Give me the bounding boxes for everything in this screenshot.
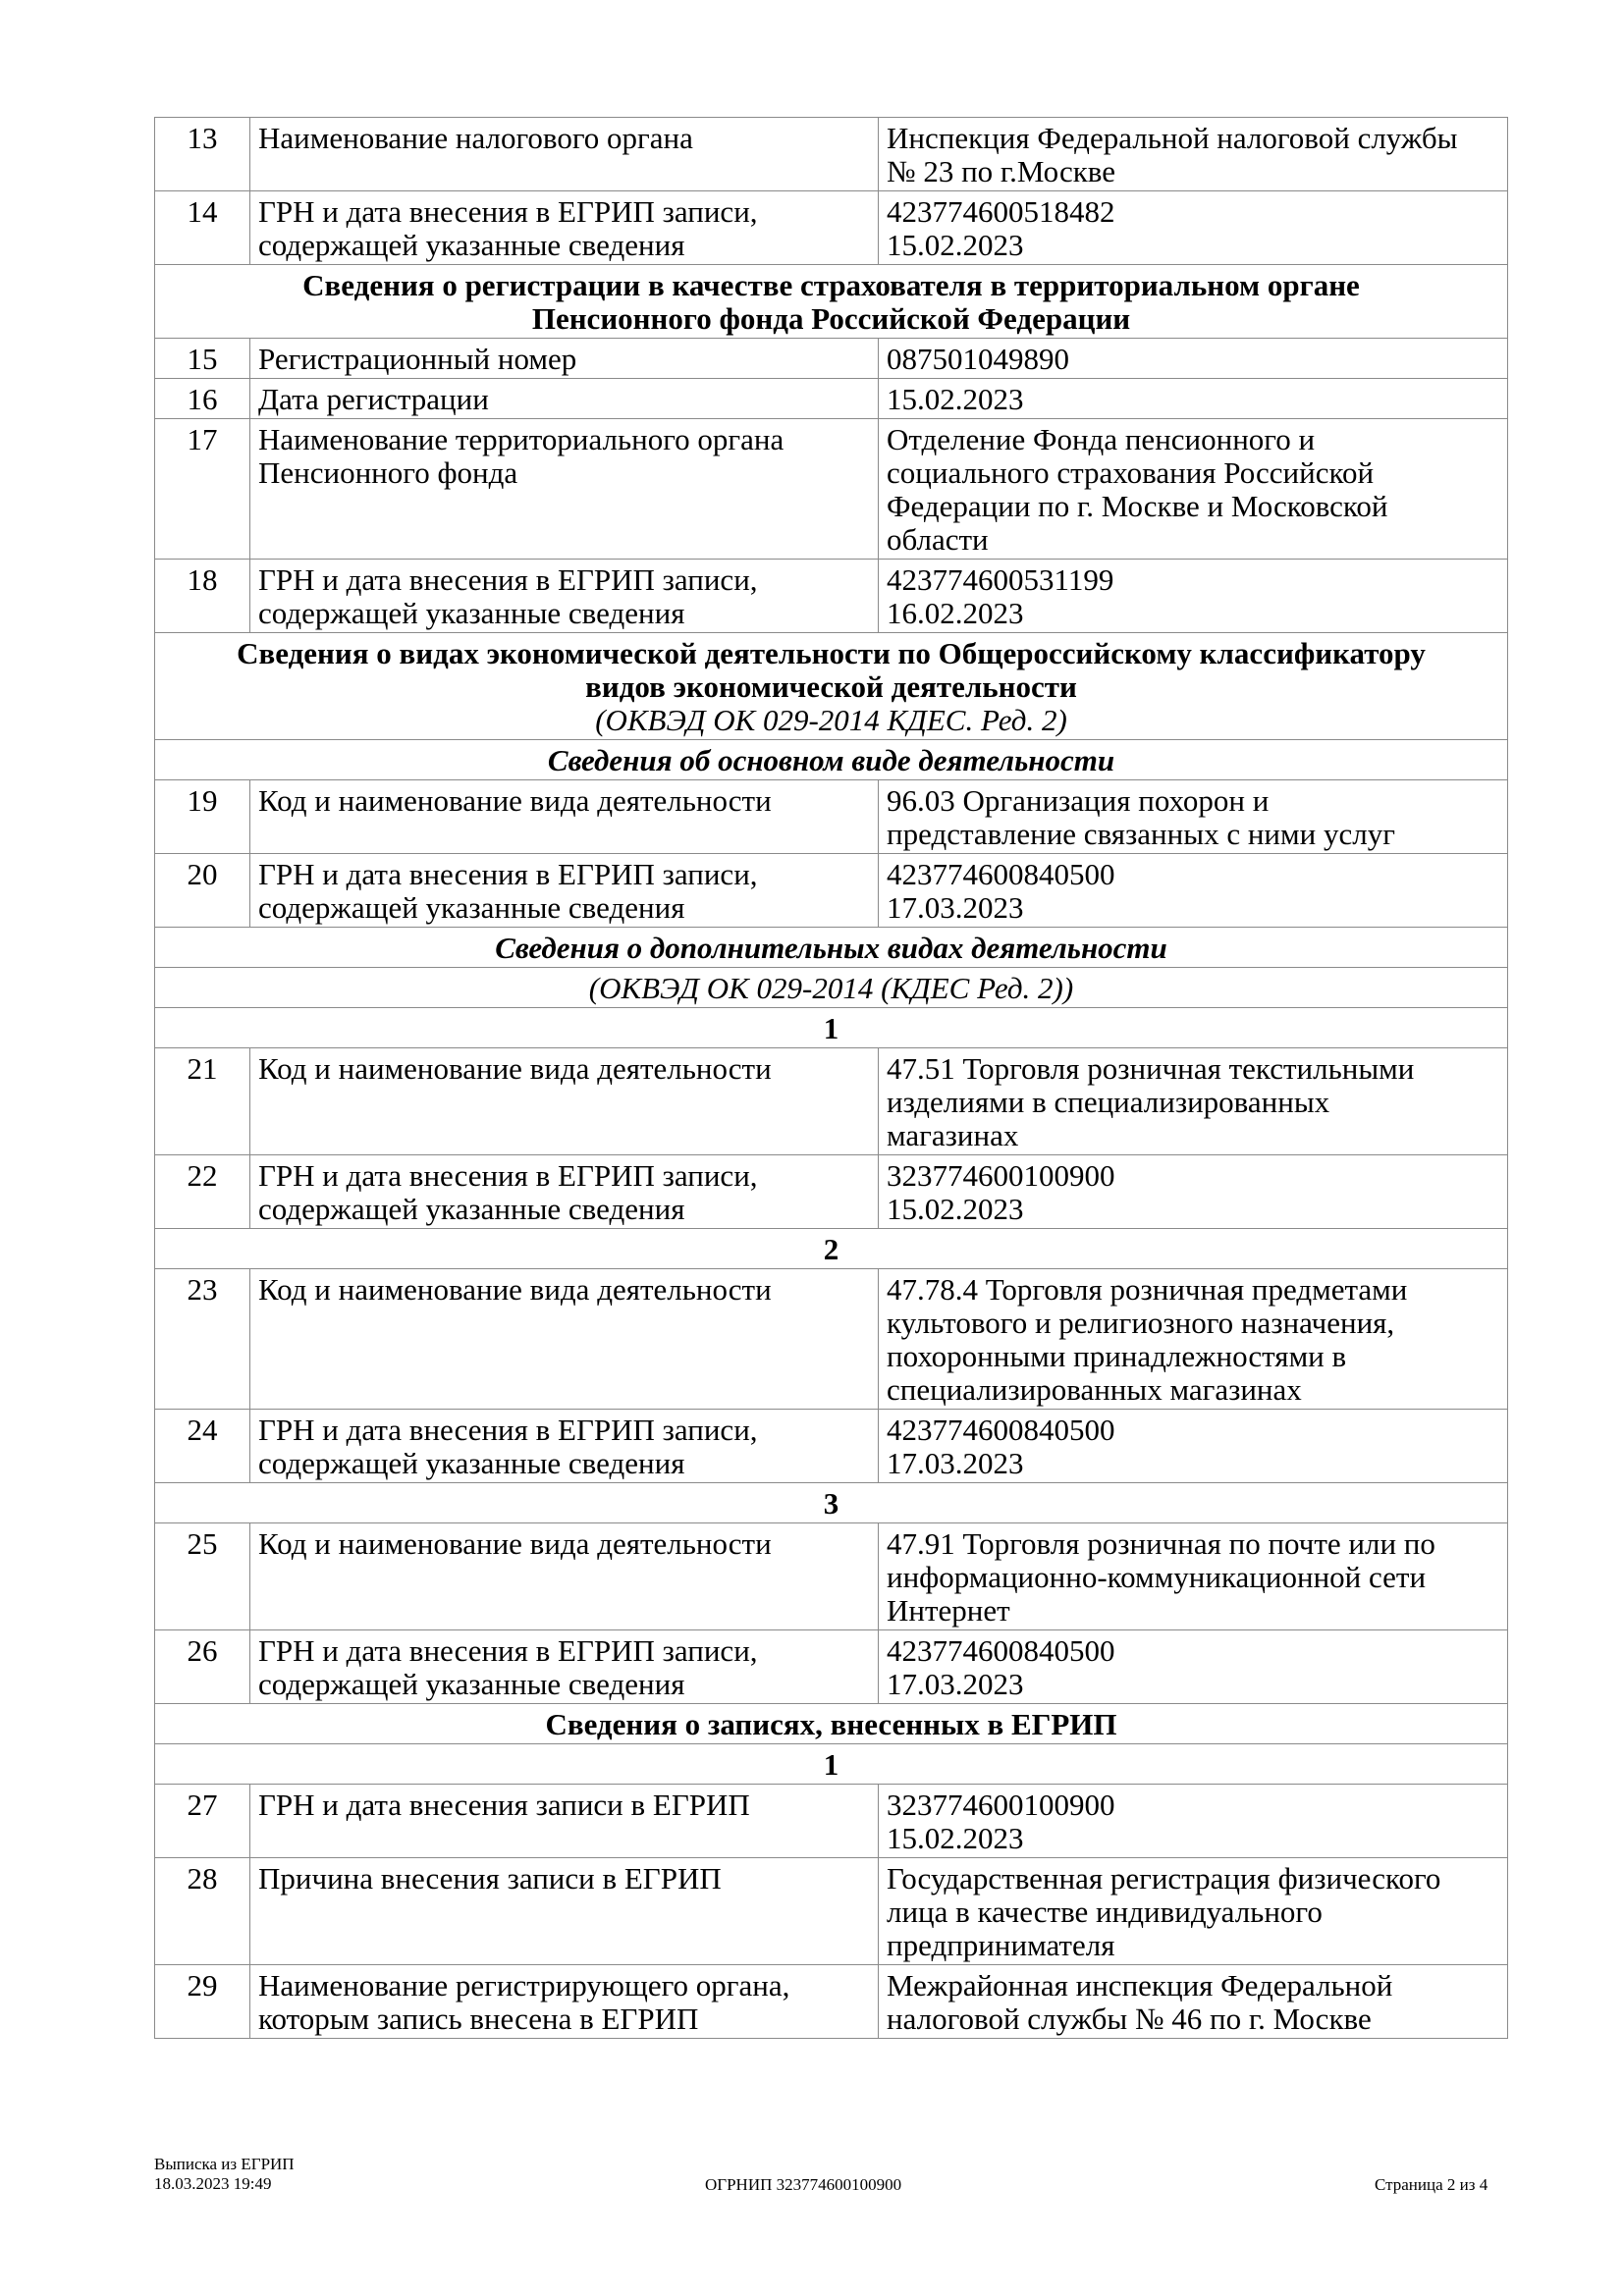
text-line: похоронными принадлежностями в — [887, 1339, 1347, 1373]
field-label — [250, 191, 879, 265]
table-row — [155, 854, 1508, 928]
text-line: 15.02.2023 — [887, 1821, 1024, 1855]
text-line: 423774600840500 — [887, 1413, 1115, 1447]
field-label — [250, 780, 879, 854]
text-line: ГРН и дата внесения в ЕГРИП записи, — [258, 1158, 758, 1193]
text-line: Сведения о записях, внесенных в ЕГРИП — [545, 1707, 1117, 1741]
footer-datetime: 18.03.2023 19:49 — [154, 2174, 272, 2193]
text-line: ГРН и дата внесения в ЕГРИП записи, — [258, 194, 758, 229]
table-row — [155, 780, 1508, 854]
text-line: Отделение Фонда пенсионного и — [887, 422, 1316, 456]
row-number: 18 — [155, 560, 250, 633]
text-line: Межрайонная инспекция Федеральной — [887, 1968, 1393, 2002]
text-line: 423774600840500 — [887, 1633, 1115, 1668]
section-heading — [155, 633, 1508, 740]
table-row — [155, 1155, 1508, 1229]
text-line: видов экономической деятельности — [585, 669, 1077, 704]
subsection-heading: Сведения об основном виде деятельности — [155, 740, 1508, 780]
field-value — [879, 1858, 1508, 1965]
text-line: магазинах — [887, 1118, 1019, 1152]
text-line: 17.03.2023 — [887, 890, 1024, 925]
field-value — [879, 339, 1508, 379]
row-number: 21 — [155, 1048, 250, 1155]
text-line: ГРН и дата внесения записи в ЕГРИП — [258, 1788, 750, 1822]
table-row — [155, 1858, 1508, 1965]
table-row — [155, 191, 1508, 265]
group-index: 3 — [155, 1483, 1508, 1523]
row-number: 19 — [155, 780, 250, 854]
field-value — [879, 419, 1508, 560]
row-number: 27 — [155, 1785, 250, 1858]
text-line: содержащей указанные сведения — [258, 890, 685, 925]
text-line: 087501049890 — [887, 342, 1069, 376]
table-row — [155, 1785, 1508, 1858]
text-line: 17.03.2023 — [887, 1446, 1024, 1480]
row-number: 15 — [155, 339, 250, 379]
text-line: Регистрационный номер — [258, 342, 577, 376]
text-line: 47.51 Торговля розничная текстильными — [887, 1051, 1415, 1086]
text-line: 323774600100900 — [887, 1158, 1115, 1193]
field-label — [250, 118, 879, 191]
row-number: 24 — [155, 1410, 250, 1483]
section-heading — [155, 265, 1508, 339]
text-line: 15.02.2023 — [887, 228, 1024, 262]
text-line: 15.02.2023 — [887, 382, 1024, 416]
section-heading-row — [155, 633, 1508, 740]
row-number: 29 — [155, 1965, 250, 2039]
text-line: предпринимателя — [887, 1928, 1115, 1962]
field-label — [250, 1269, 879, 1410]
group-index-row — [155, 1229, 1508, 1269]
text-line: Дата регистрации — [258, 382, 489, 416]
text-line: ГРН и дата внесения в ЕГРИП записи, — [258, 857, 758, 891]
table-row — [155, 560, 1508, 633]
field-label — [250, 419, 879, 560]
table-body — [155, 118, 1508, 2039]
text-line: 423774600531199 — [887, 562, 1114, 597]
text-line: представление связанных с ними услуг — [887, 817, 1395, 851]
footer-ogrnip: ОГРНИП 323774600100900 — [705, 2175, 902, 2194]
text-line: Пенсионного фонда Российской Федерации — [531, 301, 1131, 336]
classifier-note-row — [155, 968, 1508, 1008]
text-line: области — [887, 522, 989, 557]
text-line: 323774600100900 — [887, 1788, 1115, 1822]
text-line: содержащей указанные сведения — [258, 596, 685, 630]
group-index-row — [155, 1744, 1508, 1785]
text-line: Причина внесения записи в ЕГРИП — [258, 1861, 722, 1896]
text-line: ГРН и дата внесения в ЕГРИП записи, — [258, 1413, 758, 1447]
row-number: 16 — [155, 379, 250, 419]
text-line: Сведения о видах экономической деятельности по Общероссийскому классификатору — [237, 636, 1426, 670]
text-line: ГРН и дата внесения в ЕГРИП записи, — [258, 1633, 758, 1668]
text-line: Государственная регистрация физического — [887, 1861, 1441, 1896]
text-line: 423774600518482 — [887, 194, 1115, 229]
table-row — [155, 419, 1508, 560]
field-value — [879, 560, 1508, 633]
section-heading — [155, 1704, 1508, 1744]
egrip-extract-table — [154, 117, 1508, 2039]
text-line: информационно-коммуникационной сети — [887, 1560, 1427, 1594]
text-line: Интернет — [887, 1593, 1010, 1628]
row-number: 23 — [155, 1269, 250, 1410]
footer-page-number: Страница 2 из 4 — [1375, 2175, 1488, 2194]
row-number: 25 — [155, 1523, 250, 1630]
text-line: 16.02.2023 — [887, 596, 1024, 630]
row-number: 20 — [155, 854, 250, 928]
text-line: Код и наименование вида деятельности — [258, 1051, 772, 1086]
field-value — [879, 1523, 1508, 1630]
row-number: 22 — [155, 1155, 250, 1229]
text-line: специализированных магазинах — [887, 1372, 1302, 1407]
text-line: Код и наименование вида деятельности — [258, 1272, 772, 1307]
text-line: Наименование регистрирующего органа, — [258, 1968, 790, 2002]
table-row — [155, 1410, 1508, 1483]
row-number: 14 — [155, 191, 250, 265]
text-line: содержащей указанные сведения — [258, 1667, 685, 1701]
text-line: лица в качестве индивидуального — [887, 1895, 1323, 1929]
table-row — [155, 1523, 1508, 1630]
field-value — [879, 191, 1508, 265]
field-value — [879, 780, 1508, 854]
text-line: налоговой службы № 46 по г. Москве — [887, 2002, 1372, 2036]
field-label — [250, 1048, 879, 1155]
row-number: 17 — [155, 419, 250, 560]
table-row — [155, 339, 1508, 379]
table-row — [155, 1965, 1508, 2039]
text-line: социального страхования Российской — [887, 455, 1375, 490]
subsection-heading: Сведения о дополнительных видах деятельности — [155, 928, 1508, 968]
row-number: 28 — [155, 1858, 250, 1965]
field-value — [879, 1155, 1508, 1229]
field-label — [250, 1965, 879, 2039]
text-line: 47.78.4 Торговля розничная предметами — [887, 1272, 1408, 1307]
field-label — [250, 379, 879, 419]
text-line: Наименование налогового органа — [258, 121, 693, 155]
footer-doc-title: Выписка из ЕГРИП — [154, 2155, 295, 2173]
text-line: изделиями в специализированных — [887, 1085, 1330, 1119]
table-row — [155, 379, 1508, 419]
group-index: 1 — [155, 1008, 1508, 1048]
field-label — [250, 1630, 879, 1704]
text-line: Сведения о регистрации в качестве страхователя в территориальном органе — [302, 268, 1360, 302]
text-line: 17.03.2023 — [887, 1667, 1024, 1701]
field-label — [250, 1858, 879, 1965]
field-label — [250, 560, 879, 633]
text-line: Код и наименование вида деятельности — [258, 783, 772, 818]
text-line: 47.91 Торговля розничная по почте или по — [887, 1526, 1435, 1561]
field-value — [879, 854, 1508, 928]
text-line: № 23 по г.Москве — [887, 154, 1115, 188]
group-index-row — [155, 1008, 1508, 1048]
field-value — [879, 1269, 1508, 1410]
table-row — [155, 1630, 1508, 1704]
text-line: Пенсионного фонда — [258, 455, 518, 490]
text-line: Федерации по г. Москве и Московской — [887, 489, 1388, 523]
text-line: содержащей указанные сведения — [258, 228, 685, 262]
text-line: которым запись внесена в ЕГРИП — [258, 2002, 699, 2036]
field-label — [250, 339, 879, 379]
text-line: 15.02.2023 — [887, 1192, 1024, 1226]
field-value — [879, 1630, 1508, 1704]
field-value — [879, 1965, 1508, 2039]
text-line: Наименование территориального органа — [258, 422, 784, 456]
field-value — [879, 379, 1508, 419]
text-line: содержащей указанные сведения — [258, 1192, 685, 1226]
text-line: содержащей указанные сведения — [258, 1446, 685, 1480]
row-number: 13 — [155, 118, 250, 191]
field-value — [879, 1410, 1508, 1483]
field-label — [250, 854, 879, 928]
field-label — [250, 1785, 879, 1858]
text-line: Код и наименование вида деятельности — [258, 1526, 772, 1561]
table-row — [155, 1048, 1508, 1155]
field-value — [879, 118, 1508, 191]
field-label — [250, 1410, 879, 1483]
field-label — [250, 1155, 879, 1229]
subsection-heading-row — [155, 740, 1508, 780]
footer-left — [154, 2155, 295, 2194]
classifier-note: (ОКВЭД ОК 029-2014 (КДЕС Ред. 2)) — [155, 968, 1508, 1008]
group-index: 2 — [155, 1229, 1508, 1269]
text-line: 423774600840500 — [887, 857, 1115, 891]
classifier-note: (ОКВЭД ОК 029-2014 КДЕС. Ред. 2) — [595, 703, 1067, 737]
group-index-row — [155, 1483, 1508, 1523]
field-value — [879, 1048, 1508, 1155]
subsection-heading-row — [155, 928, 1508, 968]
table-row — [155, 1269, 1508, 1410]
field-value — [879, 1785, 1508, 1858]
table-row — [155, 118, 1508, 191]
section-heading-row — [155, 265, 1508, 339]
text-line: культового и религиозного назначения, — [887, 1306, 1395, 1340]
text-line: 96.03 Организация похорон и — [887, 783, 1270, 818]
group-index: 1 — [155, 1744, 1508, 1785]
text-line: Инспекция Федеральной налоговой службы — [887, 121, 1458, 155]
section-heading-row — [155, 1704, 1508, 1744]
field-label — [250, 1523, 879, 1630]
row-number: 26 — [155, 1630, 250, 1704]
text-line: ГРН и дата внесения в ЕГРИП записи, — [258, 562, 758, 597]
